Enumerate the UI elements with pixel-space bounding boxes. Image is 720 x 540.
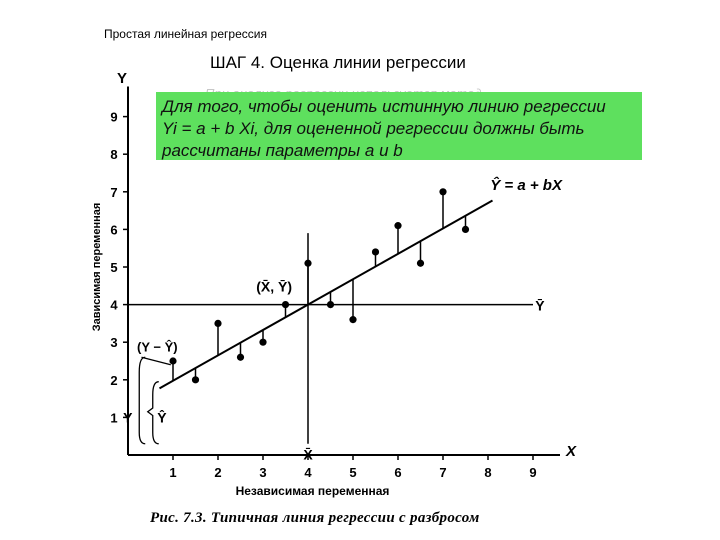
figure-caption	[150, 510, 480, 527]
data-point	[304, 260, 311, 267]
x-tick-label: 9	[529, 465, 537, 480]
data-point	[282, 301, 289, 308]
mean-point-label: (X̄, Ȳ)	[256, 278, 293, 295]
residual-label: (Y − Ŷ)	[137, 339, 178, 355]
mean-y-label: Ȳ	[535, 297, 545, 314]
x-axis-label: Независимая переменная	[235, 484, 390, 498]
y-tick-label: 5	[110, 260, 118, 275]
x-tick-label: 2	[214, 465, 222, 480]
mean-x-label: X̄	[303, 446, 313, 463]
y-axis-label: Зависимая переменная	[91, 202, 103, 332]
x-tick-label: 5	[349, 465, 357, 480]
slide-header: Простая линейная регрессия	[104, 27, 267, 41]
data-point	[462, 226, 469, 233]
y-axis-title: Y	[116, 70, 128, 87]
step-title: ШАГ 4. Оценка линии регрессии	[210, 53, 466, 72]
data-point	[439, 188, 446, 195]
y-tick-label: 8	[110, 147, 118, 163]
data-point	[417, 260, 424, 267]
y-tick-label: 4	[110, 297, 118, 313]
data-point	[169, 357, 176, 364]
x-tick-label: 6	[394, 465, 402, 480]
data-point	[259, 339, 266, 346]
data-point	[192, 376, 199, 383]
x-tick-label: 4	[304, 465, 312, 480]
x-axis-title: X	[566, 443, 577, 460]
data-point	[237, 354, 244, 361]
callout-text: Для того, чтобы оценить истинную линию регрессии Yi = a + b Xi, для оцененной регрессии должны быть рассчитаны параметры a и b	[162, 97, 606, 160]
regression-equation-label: Ŷ = a + bX	[490, 176, 562, 194]
x-tick-label: 7	[439, 465, 447, 480]
x-tick-label: 1	[169, 465, 177, 480]
callout-box	[156, 92, 642, 160]
y-bracket	[139, 357, 145, 443]
y-bracket-label: Y	[123, 409, 133, 426]
y-tick-label: 1	[110, 410, 118, 426]
y-tick-label: 3	[110, 335, 118, 351]
y-tick-label: 7	[110, 184, 118, 200]
residual-arrow	[142, 357, 171, 365]
x-tick-label: 3	[259, 465, 267, 480]
data-point	[214, 320, 221, 327]
y-tick-label: 9	[110, 109, 118, 125]
data-point	[394, 222, 401, 229]
caption-text: Рис. 7.3. Типичная линия регрессии с разбросом	[150, 510, 480, 526]
x-tick-label: 8	[484, 465, 492, 480]
data-point	[372, 248, 379, 255]
yhat-bracket-label: Ŷ	[157, 409, 167, 426]
data-point	[349, 316, 356, 323]
data-point	[327, 301, 334, 308]
regression-line	[160, 201, 493, 389]
y-tick-label: 2	[110, 372, 118, 388]
y-tick-label: 6	[110, 222, 118, 238]
